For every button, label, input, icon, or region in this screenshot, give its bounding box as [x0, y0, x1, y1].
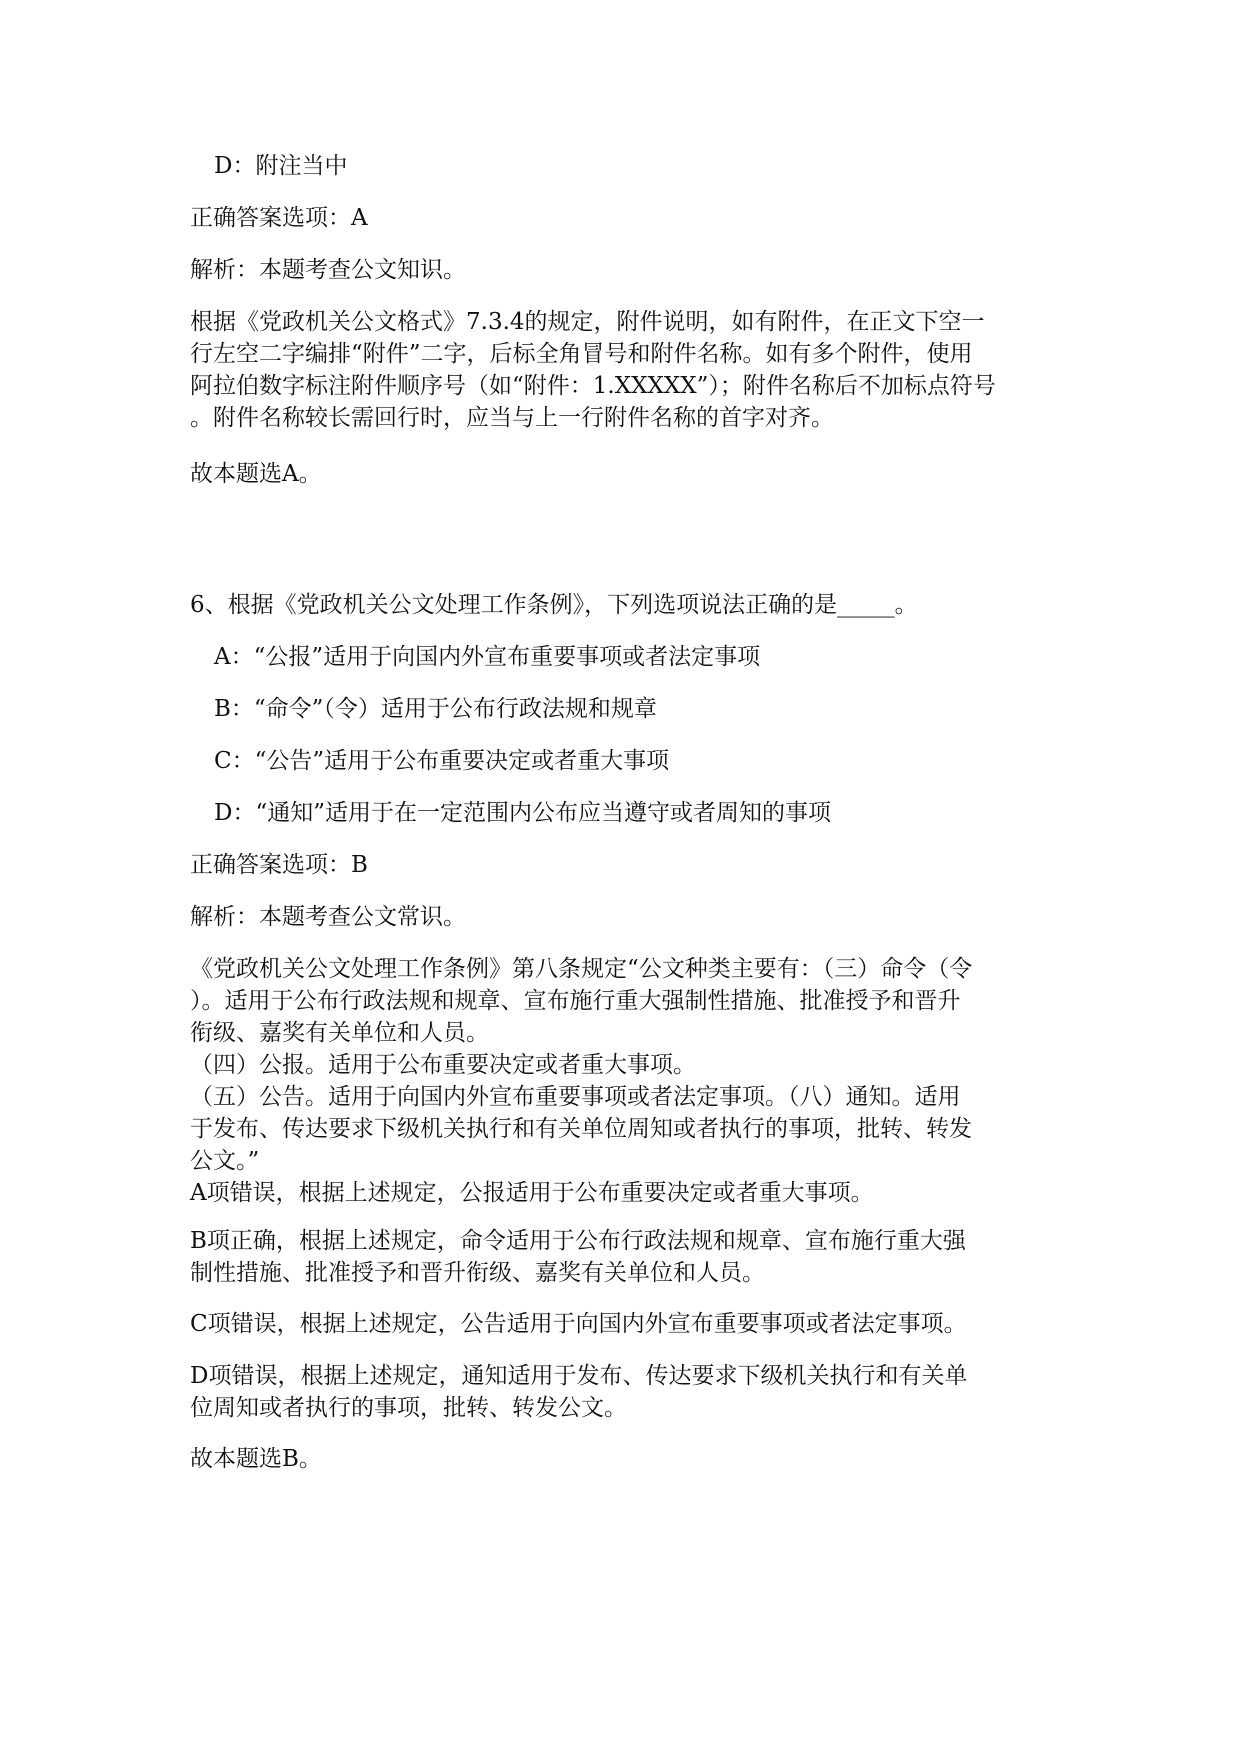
question-6-option-d: D：“通知”适用于在一定范围内公布应当遵守或者周知的事项: [214, 800, 831, 826]
question-6-stem: 6、根据《党政机关公文处理工作条例》，下列选项说法正确的是_____。: [190, 592, 918, 618]
question-6-regulation-quote: 《党政机关公文处理工作条例》第八条规定“公文种类主要有：（三）命令（令 ）。适用于公布行政法规和规章、宣布施行重大强制性措施、批准授予和晋升 衔级、嘉奖有关单位和人员。 （四）公报。适用于公布重要决定或者重大事项。 （五）公告。适用于向国内外宣布重要事项或者法定事项。（八）通知。适用 于发布、传达要求下级机关执行和有关单位周知或者执行的事项，批转、转发 公文。” A项错误，根据上述规定，公报适用于公布重要决定或者重大事项。: [190, 956, 973, 1206]
question-6-option-d-analysis: D项错误，根据上述规定，通知适用于发布、传达要求下级机关执行和有关单 位周知或者执行的事项，批转、转发公文。: [190, 1363, 968, 1421]
question-6-option-b: B：“命令”（令）适用于公布行政法规和规章: [214, 696, 657, 722]
question-6-answer: 正确答案选项：B: [190, 852, 368, 878]
question-6-conclusion: 故本题选B。: [190, 1446, 322, 1472]
question-6-analysis-heading: 解析：本题考查公文常识。: [190, 904, 466, 930]
question-6-option-c: C：“公告”适用于公布重要决定或者重大事项: [214, 748, 670, 774]
question-6-option-c-analysis: C项错误，根据上述规定，公告适用于向国内外宣布重要事项或者法定事项。: [190, 1311, 967, 1337]
prev-analysis-body: 根据《党政机关公文格式》7.3.4的规定，附件说明，如有附件，在正文下空一 行左空二字编排“附件”二字，后标全角冒号和附件名称。如有多个附件，使用 阿拉伯数字标注附件顺序号（如“附件：1.XXXXX”）；附件名称后不加标点符号 。附件名称较长需回行时，应当与上一行附件名称的首字对齐。: [190, 309, 996, 431]
prev-analysis-heading: 解析：本题考查公文知识。: [190, 257, 466, 283]
question-6-option-a: A：“公报”适用于向国内外宣布重要事项或者法定事项: [214, 644, 761, 670]
prev-answer: 正确答案选项：A: [190, 205, 368, 231]
prev-option-d: D：附注当中: [214, 153, 348, 179]
prev-conclusion: 故本题选A。: [190, 461, 322, 487]
question-6-option-b-analysis: B项正确，根据上述规定，命令适用于公布行政法规和规章、宣布施行重大强 制性措施、批准授予和晋升衔级、嘉奖有关单位和人员。: [190, 1228, 966, 1286]
